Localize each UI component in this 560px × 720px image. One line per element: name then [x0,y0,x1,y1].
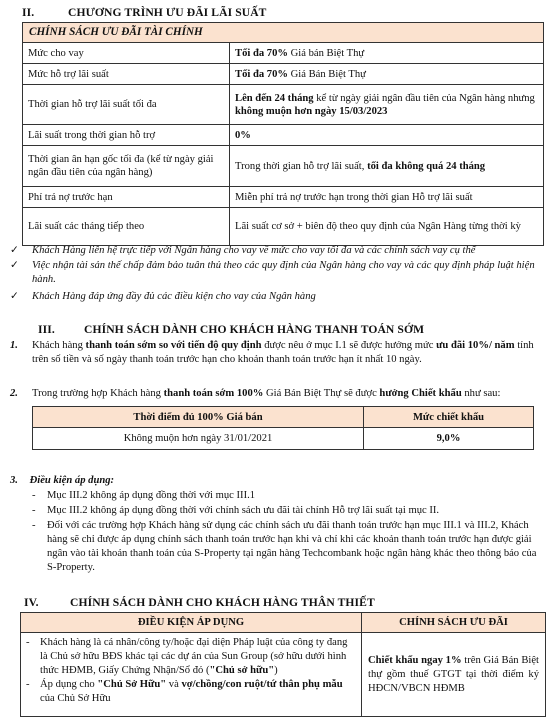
row-label: Thời gian hỗ trợ lãi suất tối đa [23,85,230,125]
row-value: Lãi suất cơ sở + biên độ theo quy định của Ngân Hàng từng thời kỳ [230,208,544,246]
section-ii-heading [22,6,267,19]
paragraph-2: 2. Trong trường hợp Khách hàng thanh toán sớm 100% Giá Bán Biệt Thự sẽ được hưởng Chiết khấu như sau: [10,388,501,399]
section-number: IV. [24,596,39,609]
row-label: Lãi suất trong thời gian hỗ trợ [23,125,230,146]
table-row [23,64,544,85]
section-number: II. [22,6,35,19]
row-value: Miễn phí trả nợ trước hạn trong thời gian Hỗ trợ lãi suất [230,187,544,208]
row-value: Lên đến 24 tháng kể từ ngày giải ngân đầu tiên của Ngân hàng nhưng không muộn hơn ngày 15/03/2023 [230,85,544,125]
section-iii-heading [38,323,424,336]
discount-table [32,406,534,450]
table-row [23,43,544,64]
conditions-heading [10,474,114,488]
row-label: Lãi suất các tháng tiếp theo [23,208,230,246]
conditions-title: Điều kiện áp dụng: [29,475,115,486]
item-number: 2. [10,388,18,399]
table-header: CHÍNH SÁCH ƯU ĐÃI TÀI CHÍNH [23,23,544,43]
loyalty-table [20,612,546,717]
table-row [23,208,544,246]
col-header: Thời điểm đủ 100% Giá bán [33,407,364,428]
row-value: 0% [230,125,544,146]
table-row [23,187,544,208]
table-cell: 9,0% [364,428,534,450]
table-row [21,633,546,717]
interest-policy-table [22,22,544,246]
section-title: CHÍNH SÁCH DÀNH CHO KHÁCH HÀNG THANH TOÁN SỚM [84,323,425,336]
row-label: Phí trả nợ trước hạn [23,187,230,208]
col-header: CHÍNH SÁCH ƯU ĐÃI [362,613,546,633]
table-row [23,125,544,146]
policy-cell: Chiết khấu ngay 1% trên Giá Bán Biệt thự gồm thuế GTGT tại thời điểm ký HĐCN/VBCN HĐMB [362,633,546,717]
paragraph-1: 1. Khách hàng thanh toán sớm so với tiến độ quy định được nêu ở mục I.1 sẽ được hưởng mức ưu đãi 10%/ năm tính trên số tiền và số ngày thanh toán trước hạn cho khoản thanh toán trước hạn ít nhất 10 ngày. [10,340,534,365]
row-value: Tối đa 70% Giá Bán Biệt Thự [230,64,544,85]
section-title: CHÍNH SÁCH DÀNH CHO KHÁCH HÀNG THÂN THIẾT [70,596,375,609]
conditions-cell: - Khách hàng là cá nhân/công ty/hoặc đại diện Pháp luật của công ty đang là Chủ sở hữu BĐS khác tại các dự án của Sun Group (sở hữu dưới hình thức HĐMB, Giấy Chứng Nhận/Sổ đỏ ("Chủ sở hữu") - Áp dụng cho "Chủ Sở Hữu" và vợ/chồng/con ruột/tứ thân phụ mẫu của Chủ Sở Hữu [21,633,362,717]
col-header: ĐIỀU KIỆN ÁP DỤNG [21,613,362,633]
table-cell: Không muộn hơn ngày 31/01/2021 [33,428,364,450]
row-value: Trong thời gian hỗ trợ lãi suất, tối đa không quá 24 tháng [230,146,544,187]
checkmark-icon: ✓ [10,260,19,271]
col-header: Mức chiết khấu [364,407,534,428]
checkmark-icon: ✓ [10,291,19,302]
table-row [33,428,534,450]
row-label: Mức cho vay [23,43,230,64]
section-title: CHƯƠNG TRÌNH ƯU ĐÃI LÃI SUẤT [68,6,267,19]
item-number: 3. [10,475,18,486]
item-number: 1. [10,340,18,351]
checkmark-icon: ✓ [10,245,19,256]
table-row [23,146,544,187]
section-number: III. [38,323,55,336]
row-value: Tối đa 70% Giá bán Biệt Thự [230,43,544,64]
section-iv-heading [24,596,375,609]
row-label: Thời gian ân hạn gốc tối đa (kể từ ngày giải ngân đầu tiên của ngân hàng) [23,146,230,187]
table-row [23,85,544,125]
row-label: Mức hỗ trợ lãi suất [23,64,230,85]
